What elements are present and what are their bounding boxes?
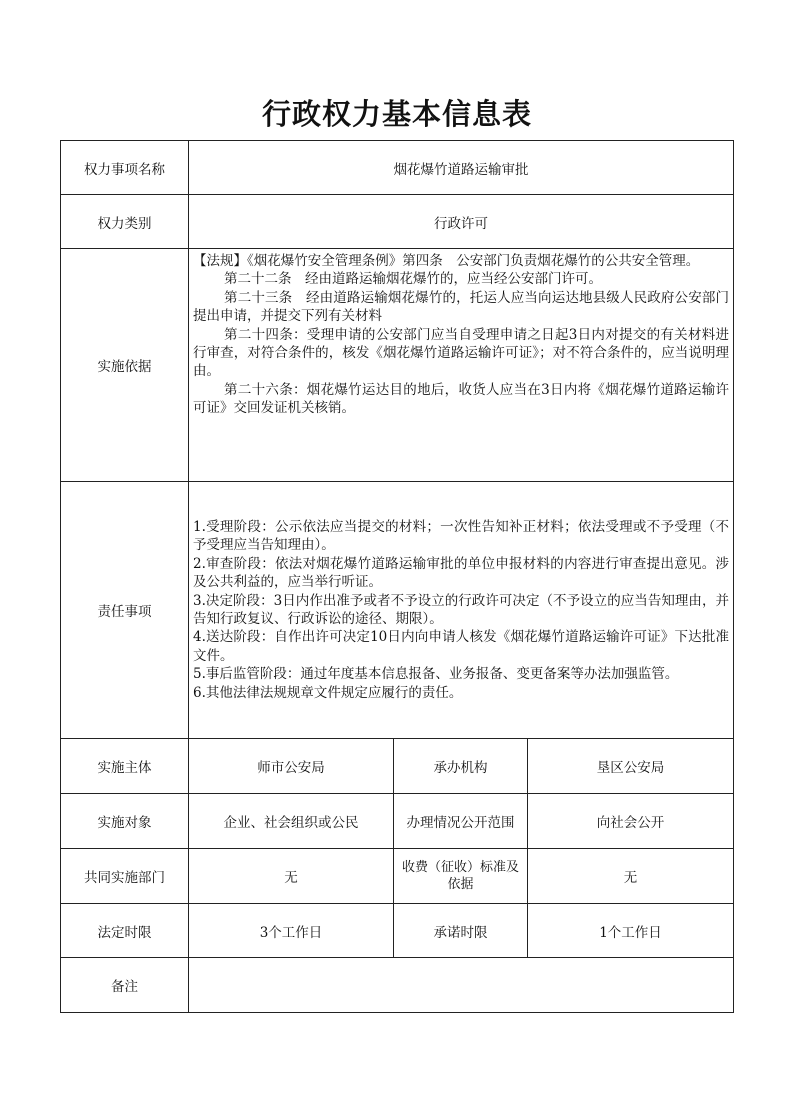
- row-category: [61, 195, 734, 249]
- category-value: 行政许可: [189, 195, 734, 249]
- row-remark: [61, 958, 734, 1013]
- target-label: 实施对象: [61, 794, 189, 849]
- duty-item: 5.事后监管阶段：通过年度基本信息报备、业务报备、变更备案等办法加强监管。: [193, 666, 679, 683]
- duties-label: 责任事项: [61, 482, 189, 739]
- row-duties: [61, 482, 734, 739]
- duty-item: 1.受理阶段：公示依法应当提交的材料；一次性告知补正材料；依法受理或不予受理（不予受理应当告知理由）。: [193, 518, 730, 554]
- row-time: [61, 904, 734, 958]
- basis-content: [189, 249, 734, 482]
- remark-label: 备注: [61, 958, 189, 1013]
- disclosure-value: 向社会公开: [528, 794, 734, 849]
- duty-item: 6.其他法律法规规章文件规定应履行的责任。: [193, 684, 463, 701]
- disclosure-label: 办理情况公开范围: [394, 794, 528, 849]
- subject-value: 师市公安局: [189, 739, 394, 794]
- joint-label: 共同实施部门: [61, 849, 189, 904]
- basis-label: 实施依据: [61, 249, 189, 482]
- basis-paragraph: 【法规】《烟花爆竹安全管理条例》第四条 公安部门负责烟花爆竹的公共安全管理。: [193, 253, 700, 269]
- duty-item: 4.送达阶段：自作出许可决定10日内向申请人核发《烟花爆竹道路运输许可证》下达批准文件。: [193, 629, 730, 664]
- row-target: [61, 794, 734, 849]
- target-value: 企业、社会组织或公民: [189, 794, 394, 849]
- agency-label: 承办机构: [394, 739, 528, 794]
- time-value: 3个工作日: [189, 904, 394, 958]
- duties-content: [189, 482, 734, 739]
- row-subject: [61, 739, 734, 794]
- fee-value: 无: [528, 849, 734, 904]
- duty-item: 2.审查阶段：依法对烟花爆竹道路运输审批的单位申报材料的内容进行审查提出意见。涉及公共利益的，应当举行听证。: [193, 555, 730, 591]
- name-value: 烟花爆竹道路运输审批: [189, 141, 734, 195]
- promise-value: 1个工作日: [528, 904, 734, 958]
- category-label: 权力类别: [61, 195, 189, 249]
- time-label: 法定时限: [61, 904, 189, 958]
- joint-value: 无: [189, 849, 394, 904]
- row-joint: [61, 849, 734, 904]
- subject-label: 实施主体: [61, 739, 189, 794]
- agency-value: 垦区公安局: [528, 739, 734, 794]
- row-basis: [61, 249, 734, 482]
- basis-paragraph: 第二十二条 经由道路运输烟花爆竹的，应当经公安部门许可。: [224, 271, 603, 288]
- promise-label: 承诺时限: [394, 904, 528, 958]
- basis-paragraph: 第二十四条：受理申请的公安部门应当自受理申请之日起3日内对提交的有关材料进行审查，对符合条件的，核发《烟花爆竹道路运输许可证》；对不符合条件的，应当说明理由。: [193, 326, 730, 380]
- basis-paragraph: 第二十六条：烟花爆竹运达目的地后，收货人应当在3日内将《烟花爆竹道路运输许可证》交回发证机关核销。: [193, 381, 730, 417]
- name-label: 权力事项名称: [61, 141, 189, 195]
- info-table: [60, 140, 734, 1013]
- basis-paragraph: 第二十三条 经由道路运输烟花爆竹的，托运人应当向运达地县级人民政府公安部门提出申请，并提交下列有关材料: [193, 289, 730, 325]
- page-title: 行政权力基本信息表: [261, 97, 532, 131]
- duty-item: 3.决定阶段：3日内作出准予或者不予设立的行政许可决定（不予设立的应当告知理由，并告知行政复议、行政诉讼的途径、期限）。: [193, 592, 730, 627]
- fee-label: 收费（征收）标准及依据: [394, 849, 528, 904]
- row-name: [61, 141, 734, 195]
- remark-value: [189, 958, 734, 1013]
